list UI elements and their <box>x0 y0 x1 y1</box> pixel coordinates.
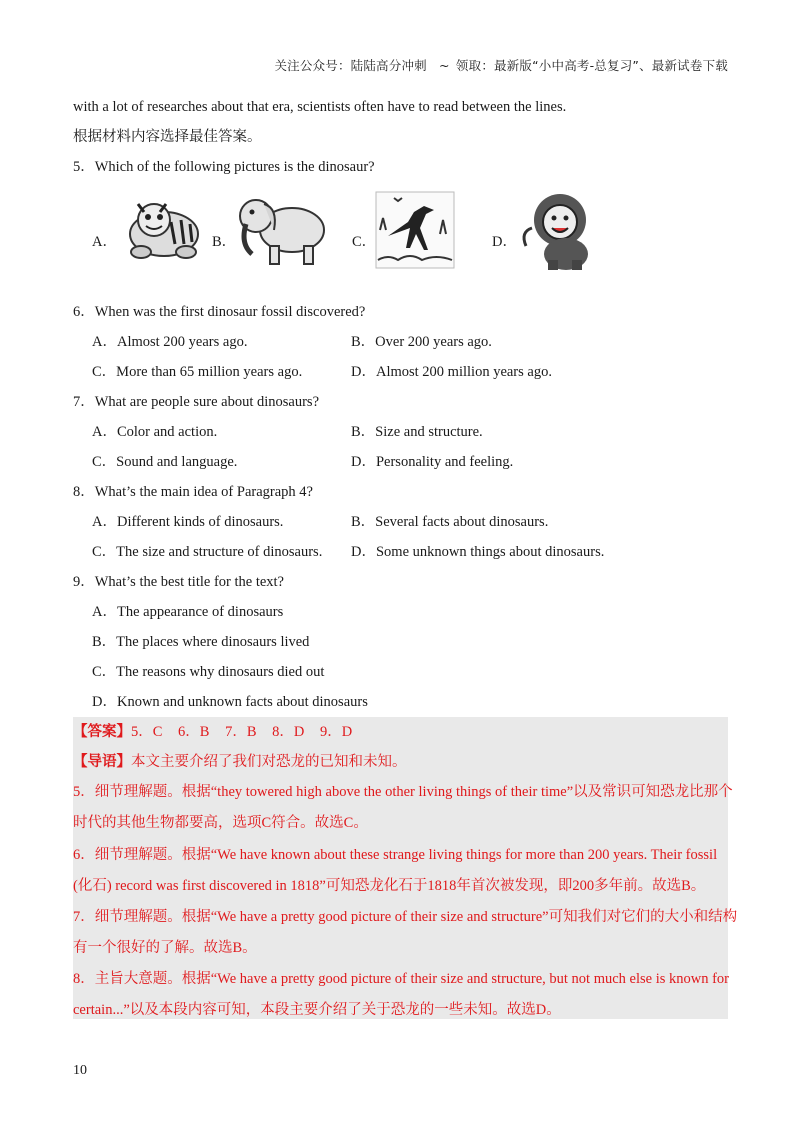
q5-label-a: A． <box>92 234 117 250</box>
tiger-picture <box>116 190 206 270</box>
q8-option-c: C．The size and structure of dinosaurs. <box>92 544 323 560</box>
q8-option-b: B．Several facts about dinosaurs. <box>351 514 549 530</box>
explanation-7-line-2: 有一个很好的了解。故选B。 <box>73 940 257 956</box>
q6-option-d: D．Almost 200 million years ago. <box>351 364 552 380</box>
explanation-5-line-2: 时代的其他生物都要高，选项C符合。故选C。 <box>73 815 368 831</box>
q9-option-b: B．The places where dinosaurs lived <box>92 634 310 650</box>
explanation-5-line-1: 5．细节理解题。根据“they towered high above the other living things of their time”以及常识可知恐龙比那个 <box>73 784 733 800</box>
q6-option-c: C．More than 65 million years ago. <box>92 364 303 380</box>
guide-line <box>73 752 407 772</box>
answer-line <box>73 722 352 742</box>
q5-label-c: C． <box>352 234 377 250</box>
header-tilde: ~ <box>439 58 450 73</box>
q9-stem: 9．What’s the best title for the text? <box>73 574 284 590</box>
q5-picture-row <box>92 190 632 270</box>
lion-picture <box>512 190 604 274</box>
guide-text: 本文主要介绍了我们对恐龙的已知和未知。 <box>131 754 407 770</box>
q6-option-a: A．Almost 200 years ago. <box>92 334 248 350</box>
explanation-6-line-1: 6．细节理解题。根据“We have known about these strange living things for more than 200 years. Their fossil <box>73 847 718 863</box>
q9-option-a: A．The appearance of dinosaurs <box>92 604 284 620</box>
page-header <box>274 56 728 74</box>
q6-stem: 6．When was the first dinosaur fossil discovered? <box>73 304 366 320</box>
dinosaur-picture <box>374 190 456 270</box>
q7-option-d: D．Personality and feeling. <box>351 454 514 470</box>
answer-text: 5．C 6．B 7．B 8．D 9．D <box>131 724 353 740</box>
q5-label-d: D． <box>492 234 517 250</box>
instruction: 根据材料内容选择最佳答案。 <box>73 129 262 145</box>
explanation-8-line-2: certain...”以及本段内容可知，本段主要介绍了关于恐龙的一些未知。故选D。 <box>73 1002 561 1018</box>
guide-mark: 【导语】 <box>73 754 131 770</box>
q7-stem: 7．What are people sure about dinosaurs? <box>73 394 320 410</box>
elephant-picture <box>234 190 330 270</box>
explanation-7-line-1: 7．细节理解题。根据“We have a pretty good picture of their size and structure”可知我们对它们的大小和结构 <box>73 909 738 925</box>
header-right-text: 领取：最新版“小中高考-总复习”、最新试卷下载 <box>455 58 728 73</box>
explanation-8-line-1: 8．主旨大意题。根据“We have a pretty good picture of their size and structure, but not much else is known for <box>73 971 730 987</box>
answer-mark: 【答案】 <box>73 724 131 740</box>
q7-option-a: A．Color and action. <box>92 424 218 440</box>
q7-option-c: C．Sound and language. <box>92 454 238 470</box>
q8-option-d: D．Some unknown things about dinosaurs. <box>351 544 605 560</box>
page-number: 10 <box>73 1063 87 1078</box>
q7-option-b: B．Size and structure. <box>351 424 483 440</box>
q9-option-d: D．Known and unknown facts about dinosaurs <box>92 694 368 710</box>
q8-option-a: A．Different kinds of dinosaurs. <box>92 514 284 530</box>
q5-label-b: B． <box>212 234 237 250</box>
passage-tail: with a lot of researches about that era, scientists often have to read between the lines. <box>73 99 567 115</box>
q8-stem: 8．What’s the main idea of Paragraph 4? <box>73 484 313 500</box>
q5-stem: 5．Which of the following pictures is the dinosaur? <box>73 159 375 175</box>
header-left-text: 关注公众号：陆陆高分冲刺 <box>274 58 427 73</box>
q6-option-b: B．Over 200 years ago. <box>351 334 492 350</box>
explanation-6-line-2: (化石) record was first discovered in 1818”可知恐龙化石于1818年首次被发现，即200多年前。故选B。 <box>73 878 706 894</box>
q9-option-c: C．The reasons why dinosaurs died out <box>92 664 325 680</box>
